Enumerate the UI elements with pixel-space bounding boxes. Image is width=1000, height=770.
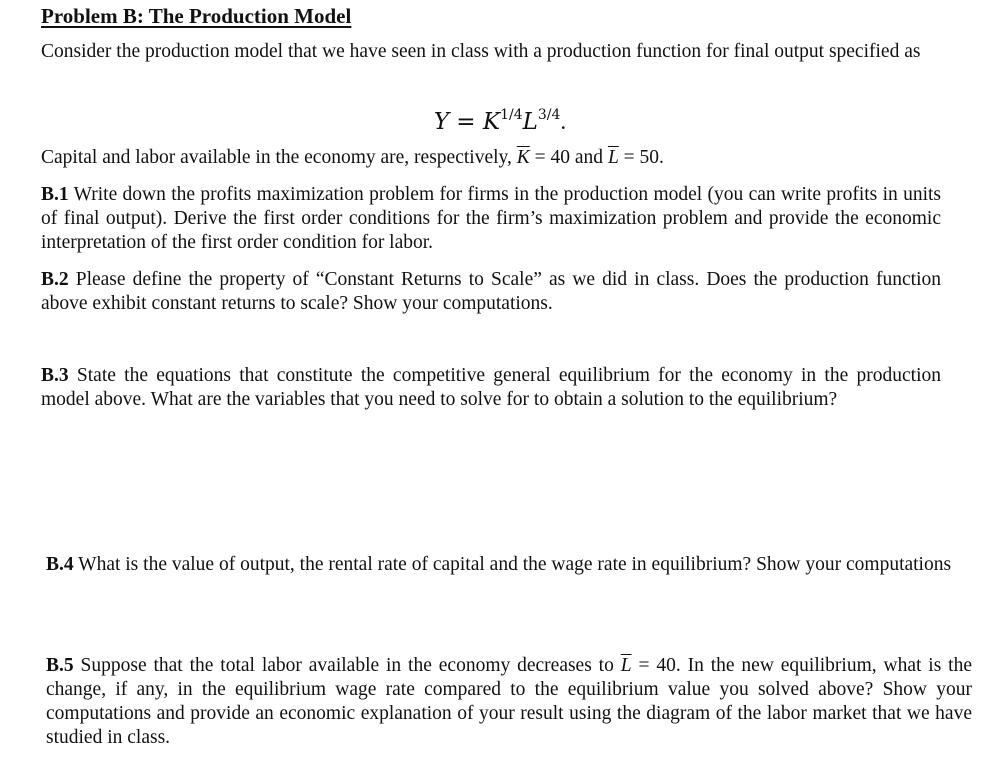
problem-title: Problem B: The Production Model [41, 4, 352, 28]
question-text: Write down the profits maximization problem for firms in the production model (you can write profits in units of final output). Derive the first order conditions for the firm’s maximization problem and provide the economic interpretation of the first order condition for labor. [41, 184, 941, 253]
labor-bar-symbol: $\overline{L}$ [607, 147, 619, 168]
labor-bar-symbol: $\overline{L}$ [620, 655, 632, 676]
equation-end: . [560, 109, 567, 134]
availability-paragraph [41, 146, 941, 170]
question-b4 [46, 553, 972, 577]
equation-exponent-k: 1/4 [500, 107, 523, 123]
question-b3 [41, 364, 941, 412]
question-label: B.3 [41, 365, 69, 386]
capital-value: = 40 and [529, 147, 608, 168]
equation-lhs: Y = K [433, 109, 501, 135]
question-label: B.2 [41, 269, 69, 290]
question-text: State the equations that constitute the competitive general equilibrium for the economy in the production model above. What are the variables that you need to solve for to obtain a solution to the equilibrium? [41, 365, 941, 410]
question-label: B.5 [46, 655, 74, 676]
question-label: B.4 [46, 554, 74, 575]
intro-paragraph: Consider the production model that we have seen in class with a production function for final output specified as [41, 41, 921, 62]
question-text: What is the value of output, the rental rate of capital and the wage rate in equilibrium? Show your computations [73, 554, 952, 575]
capital-bar-symbol: $\overline{K}$ [516, 147, 530, 168]
labor-value: = 50. [618, 147, 664, 168]
question-b1 [41, 183, 941, 255]
question-text: Suppose that the total labor available in the economy decreases to [73, 655, 621, 676]
question-label: B.1 [41, 184, 69, 205]
question-b5 [46, 654, 972, 750]
production-function-equation [0, 103, 1000, 134]
equation-l: L [522, 109, 538, 135]
equation-exponent-l: 3/4 [537, 107, 561, 123]
question-text: Please define the property of “Constant Returns to Scale” as we did in class. Does the production function above exhibit constant returns to scale? Show your computations. [41, 269, 941, 314]
question-b2 [41, 268, 941, 316]
question-text-cont: = 40. In the new equilibrium, what is the change, if any, in the equilibrium wage rate compared to the equilibrium value you solved above? Show your computations and provide an economic explanation of your result using the diagram of the labor market that we have studied in class. [46, 655, 972, 748]
availability-text: Capital and labor available in the economy are, respectively, [41, 147, 517, 168]
